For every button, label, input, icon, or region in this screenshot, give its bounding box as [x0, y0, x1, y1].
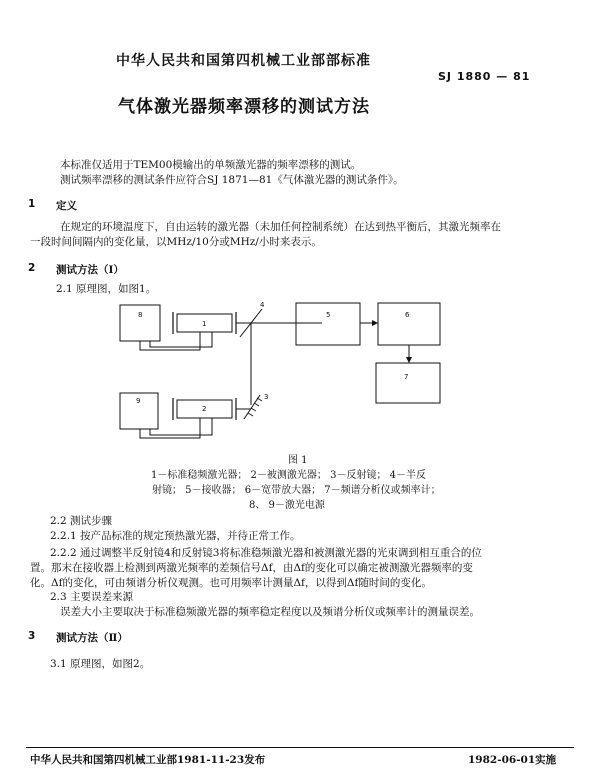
footer-effective-date: 1982-06-01实施 [468, 754, 557, 766]
section-1-line-1: 在规定的环境温度下，自由运转的激光器（未加任何控制系统）在达到热平衡后，其激光频率在 [60, 221, 501, 233]
box-5-receiver [296, 303, 360, 345]
label-8: 8 [138, 311, 143, 319]
arrow-6-to-7-icon [406, 357, 412, 363]
section-3-1: 3.1 原理图，如图2。 [50, 658, 151, 670]
box-7-spectrum-analyzer [376, 363, 440, 403]
intro-line-2: 测试频率漂移的测试条件应符合SJ 1871—81《气体激光器的测试条件》。 [60, 174, 404, 186]
section-2-title: 测试方法（Ⅰ） [56, 264, 124, 276]
intro-line-1: 本标准仅适用于TEM00模输出的单频激光器的频率漂移的测试。 [60, 159, 362, 171]
label-9: 9 [136, 397, 141, 405]
document-title: 气体激光器频率漂移的测试方法 [118, 97, 370, 117]
section-3-number: 3 [28, 630, 36, 642]
figure-caption-line-1: 1－标准稳频激光器； 2－被测激光器； 3－反射镜； 4－半反 [151, 470, 426, 481]
section-2-2-2-line-1: 2.2.2 通过调整半反射镜4和反射镜3将标准稳频激光器和被测激光器的光束调到相互重合的位 [50, 547, 482, 559]
label-3: 3 [264, 393, 269, 401]
footer-divider [26, 747, 574, 748]
section-2-number: 2 [28, 262, 36, 274]
label-4: 4 [260, 301, 265, 309]
figure-caption-line-2: 射镜； 5－接收器； 6－宽带放大器； 7－频谱分析仪或频率计； [152, 485, 441, 496]
figure-caption-title: 图 1 [288, 455, 308, 466]
section-2-2-heading: 2.2 测试步骤 [50, 515, 113, 527]
section-2-2-1: 2.2.1 按产品标准的规定预热激光器，并待正常工作。 [50, 530, 301, 542]
label-1: 1 [202, 320, 207, 328]
mirror-3-hatch [251, 408, 256, 411]
section-1-line-2: 一段时间间隔内的变化量，以MHz/10分或MHz/小时来表示。 [30, 236, 322, 248]
label-2: 2 [202, 405, 207, 413]
wire-8-to-1-b [150, 332, 212, 347]
mirror-3-hatch [254, 403, 259, 406]
section-2-2-2-line-2: 置。那末在接收器上检测到两激光频率的差频信号Δf，由Δf的变化可以确定被测激光器频率的变 [30, 562, 473, 574]
wire-9-to-2-b [150, 418, 212, 435]
box-6-amplifier [378, 303, 440, 345]
standard-code: SJ 1880 — 81 [438, 70, 531, 83]
section-2-3-heading: 2.3 主要误差来源 [50, 591, 134, 603]
section-2-3-line: 误差大小主要取决于标准稳频激光器的频率稳定程度以及频谱分析仪或频率计的测量误差。 [60, 606, 480, 618]
figure-1-diagram [100, 295, 460, 445]
mirror-3-hatch [257, 398, 262, 401]
section-2-2-2-line-3: 化。Δf的变化，可由频谱分析仪观测。也可用频率计测量Δf，以得到Δf随时间的变化。 [30, 577, 432, 589]
footer-issue-date: 中华人民共和国第四机械工业部1981-11-23发布 [30, 754, 266, 766]
section-1-title: 定义 [56, 200, 77, 212]
issuing-organization: 中华人民共和国第四机械工业部部标准 [116, 53, 371, 69]
section-2-1: 2.1 原理图，如图1。 [56, 283, 157, 295]
arrow-5-to-6-icon [372, 320, 378, 326]
mirror-3-hatch [248, 413, 253, 416]
label-6: 6 [405, 311, 410, 319]
figure-caption-line-3: 8、 9－激光电源 [249, 500, 325, 511]
label-5: 5 [326, 311, 331, 319]
section-1-number: 1 [28, 198, 36, 210]
label-7: 7 [404, 373, 409, 381]
section-3-title: 测试方法（Ⅱ） [56, 632, 128, 644]
